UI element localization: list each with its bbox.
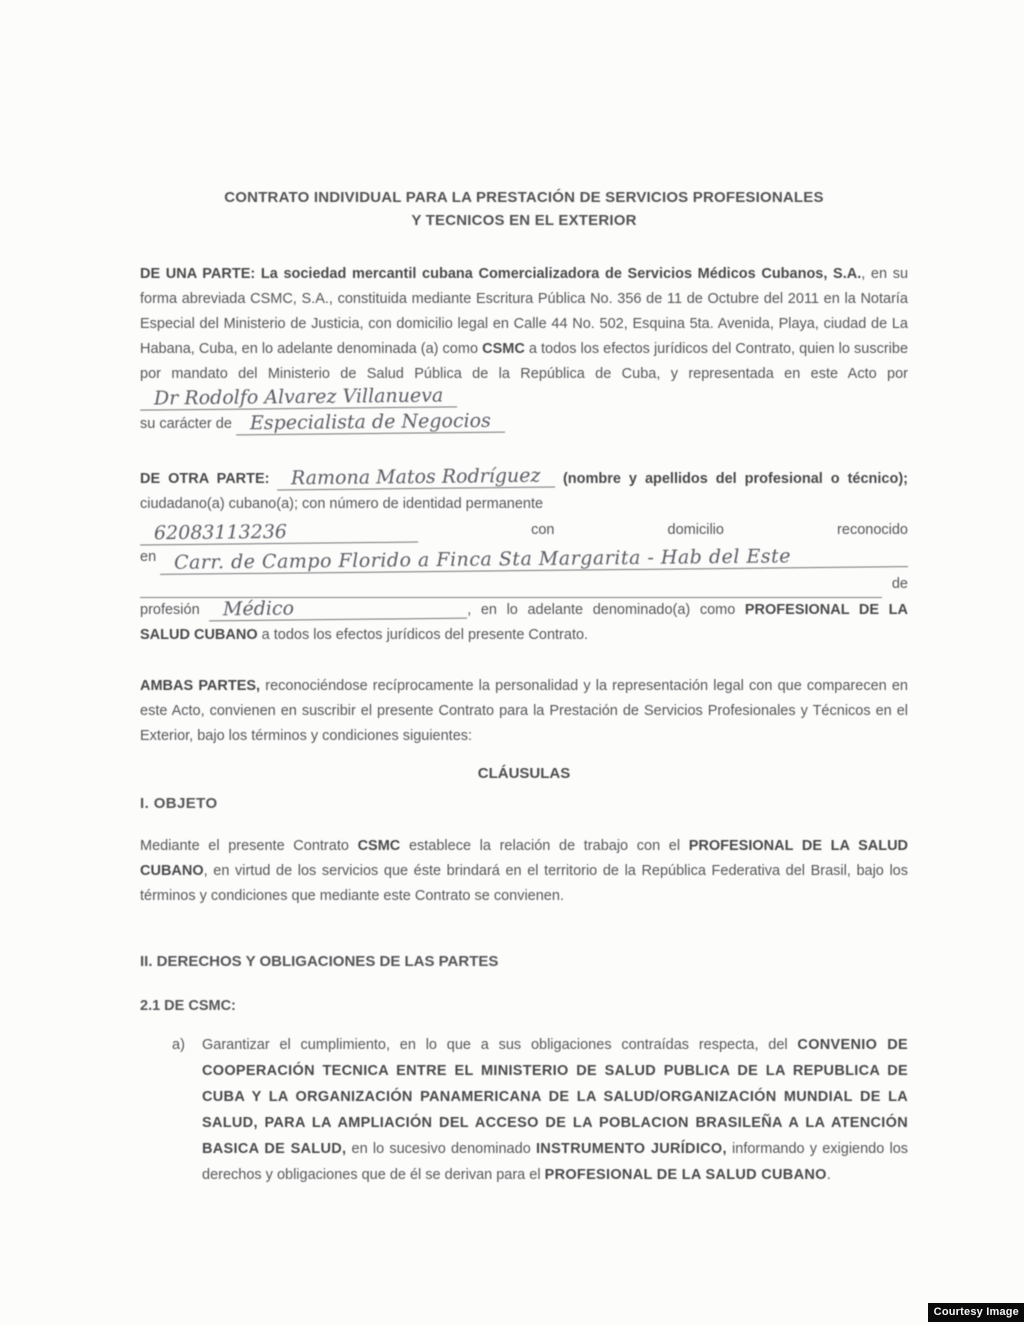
handwritten-representative-name: Dr Rodolfo Alvarez Villanueva	[140, 385, 457, 410]
party-two-text-d: a todos los efectos jurídicos del presente Contrato.	[261, 627, 589, 643]
title-line-2: Y TECNICOS EN EL EXTERIOR	[411, 212, 637, 229]
word-en: en	[140, 549, 157, 565]
objeto-bold-a: CSMC	[357, 838, 401, 854]
ambas-partes-text: reconociéndose recíprocamente la personalidad y la representación legal con que comparecen en este Acto, convienen en suscribir el presente Contrato para la Prestación de Servicios Profesionales y Técnicos en el Exterior, bajo los términos y condiciones siguientes:	[140, 678, 908, 744]
ambas-partes-paragraph	[140, 674, 908, 749]
item-a-text-b: en lo sucesivo denominado	[351, 1141, 531, 1157]
item-a-body	[202, 1032, 908, 1188]
ambas-partes-label: AMBAS PARTES,	[140, 678, 261, 694]
objeto-paragraph	[140, 834, 908, 909]
party-one-label: DE UNA PARTE:	[140, 266, 256, 282]
handwritten-identity-number: 62083113236	[140, 521, 418, 546]
item-a-marker: a)	[172, 1037, 185, 1053]
handwritten-profession: Médico	[209, 597, 467, 622]
handwritten-representative-role: Especialista de Negocios	[236, 411, 505, 436]
word-con: con	[531, 522, 555, 538]
contract-title	[140, 186, 908, 232]
profession-line	[140, 598, 908, 648]
handwritten-professional-name: Ramona Matos Rodríguez	[277, 466, 555, 491]
party-one-company: La sociedad mercantil cubana Comercializadora de Servicios Médicos Cubanos, S.A.	[260, 266, 862, 282]
party-one-text-a: , en su forma abreviada CSMC, S.A., constituida mediante Escritura Pública No. 356 de 11 de Octubre del 2011 en la Notaría Especial del Ministerio de Justicia, con domicilio legal en Calle 44 No. 502, Esquina 5ta. Avenida, Playa, ciudad de La Habana, Cuba, en lo adelante denominada (a) como	[140, 266, 909, 357]
party-two-label: DE OTRA PARTE:	[140, 471, 270, 487]
courtesy-image-watermark: Courtesy Image	[928, 1303, 1024, 1322]
objeto-bold-b: PROFESIONAL DE LA SALUD CUBANO	[140, 838, 909, 879]
party-one-paragraph	[140, 262, 908, 437]
item-a-bold-a: CONVENIO DE COOPERACIÓN TECNICA ENTRE EL MINISTERIO DE SALUD PUBLICA DE LA REPUBLICA DE CUBA Y LA ORGANIZACIÓN PANAMERICANA DE LA SALUD/ORGANIZACIÓN MUNDIAL DE LA SALUD, PARA LA AMPLIACIÓN DEL ACCESO DE LA POBLACION BRASILEÑA A LA ATENCIÓN BASICA DE SALUD,	[202, 1037, 908, 1157]
section-ii-heading: II. DERECHOS Y OBLIGACIONES DE LAS PARTES	[140, 953, 499, 970]
item-a-bold-b: INSTRUMENTO JURÍDICO,	[535, 1141, 727, 1157]
item-a-text-c: informando y exigiendo los derechos y obligaciones que de él se derivan para el	[202, 1141, 909, 1183]
party-two-text-b: ciudadano(a) cubano(a); con número de identidad permanente	[140, 496, 544, 512]
clausulas-heading: CLÁUSULAS	[477, 765, 571, 782]
item-a-text-a: Garantizar el cumplimiento, en lo que a sus obligaciones contraídas respecta, del	[202, 1037, 788, 1053]
objeto-text-a: Mediante el presente Contrato	[140, 838, 349, 854]
party-two-line-1	[140, 464, 909, 517]
clause-item-a	[140, 1032, 908, 1188]
objeto-heading: I. OBJETO	[140, 795, 218, 812]
handwritten-address: Carr. de Campo Florido a Finca Sta Margarita - Hab del Este	[160, 545, 908, 575]
address-continuation-line	[140, 571, 908, 598]
word-profesion: profesión	[140, 602, 200, 618]
section-21-heading: 2.1 DE CSMC:	[140, 998, 236, 1014]
party-one-text-c: su carácter de	[140, 416, 232, 432]
party-two-text-a: (nombre y apellidos del profesional o técnico);	[562, 471, 909, 487]
address-line	[140, 544, 908, 574]
word-de: de	[891, 576, 908, 592]
party-two-text-c: , en lo adelante denominado(a) como	[467, 602, 736, 618]
item-a-bold-c: PROFESIONAL DE LA SALUD CUBANO	[544, 1167, 827, 1183]
title-line-1: CONTRATO INDIVIDUAL PARA LA PRESTACIÓN DE SERVICIOS PROFESIONALES	[224, 189, 824, 206]
party-one-abbr: CSMC	[482, 341, 525, 357]
objeto-text-c: , en virtud de los servicios que éste brindará en el territorio de la República Federativa del Brasil, bajo los términos y condiciones que mediante este Contrato se convienen.	[140, 863, 908, 904]
item-a-text-d: .	[826, 1167, 831, 1183]
party-two-prof-bold: PROFESIONAL DE LA SALUD CUBANO	[140, 602, 908, 643]
identity-line	[140, 517, 908, 544]
word-reconocido: reconocido	[837, 522, 908, 538]
document-body	[140, 0, 908, 1188]
party-two-paragraph	[140, 464, 909, 648]
objeto-text-b: establece la relación de trabajo con el	[408, 838, 681, 854]
word-domicilio: domicilio	[667, 522, 724, 538]
party-one-text-b: a todos los efectos jurídicos del Contrato, quien lo suscribe por mandato del Ministerio de Salud Pública de la República de Cuba, y representada en este Acto por	[140, 341, 909, 382]
blank-line	[140, 579, 882, 598]
